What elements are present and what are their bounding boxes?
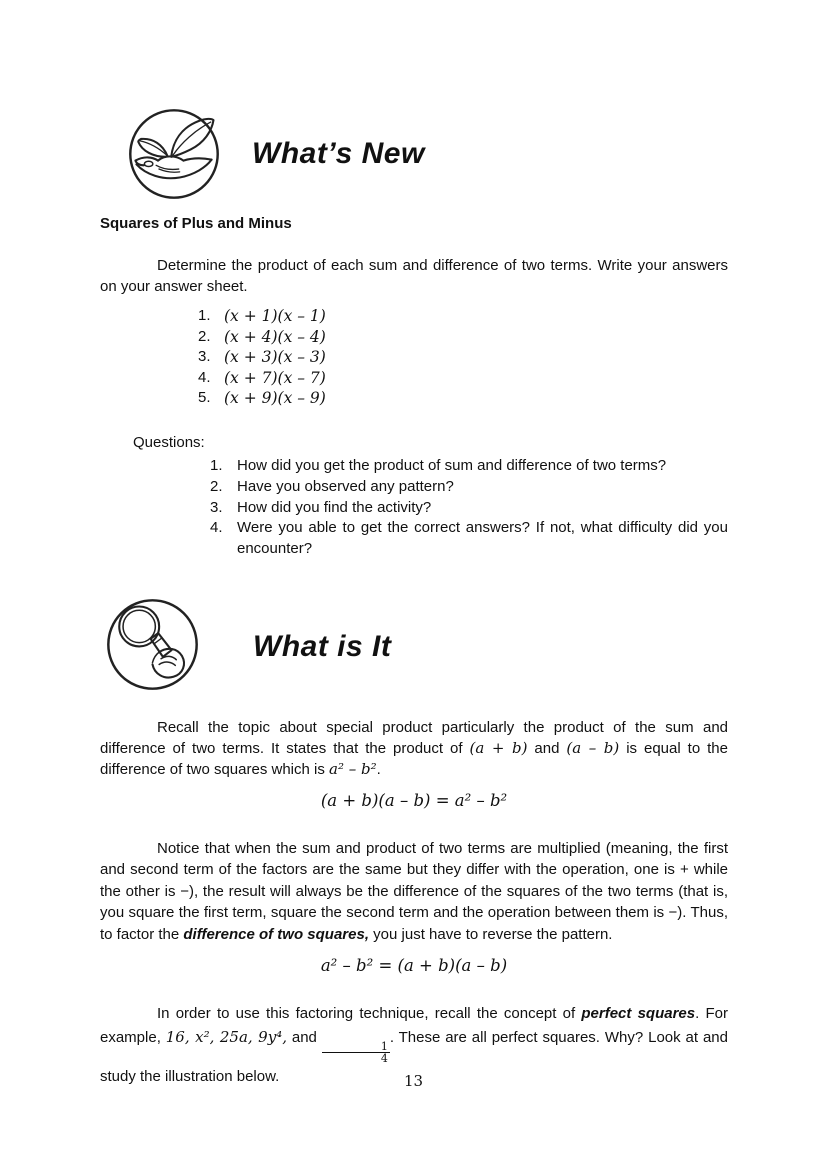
- list-item: [198, 327, 326, 348]
- inline-math: (a + b): [469, 739, 528, 757]
- list-item: [210, 456, 728, 477]
- text-run: Notice that when the sum and product of two terms are multiplied (meaning, the first and second term of the factors are the same but they differ with the operation, one is + while the other is −), the result will always be the difference of the squares of the two terms (that is, you square the first term, square the second term and the operation between them is −). Thus, to factor the: [100, 840, 728, 943]
- item-number: 5.: [198, 389, 211, 407]
- questions-label: Questions:: [133, 434, 205, 451]
- item-number: 3.: [198, 348, 211, 366]
- what-is-it-title: What is It: [253, 630, 392, 663]
- item-number: 1.: [198, 307, 211, 324]
- text-run: In order to use this factoring technique, recall the concept of: [157, 1005, 582, 1022]
- page-number: 13: [403, 1072, 424, 1090]
- item-number: 2.: [210, 477, 223, 495]
- item-number: 4.: [210, 519, 223, 537]
- text-run: . These are all perfect squares. Why? Look at and study the illustration below.: [100, 1028, 728, 1085]
- list-item: [198, 368, 326, 389]
- recall-paragraph: [100, 717, 728, 780]
- math-expression: (x + 1)(x – 1): [224, 307, 326, 325]
- intro-paragraph: Determine the product of each sum and difference of two terms. Write your answers on your answer sheet.: [100, 257, 728, 295]
- question-text: How did you find the activity?: [237, 498, 432, 516]
- whats-new-title: What’s New: [252, 137, 425, 170]
- hand-holding-seedling-icon: [127, 107, 221, 201]
- activity-heading: Squares of Plus and Minus: [100, 215, 292, 232]
- item-number: 4.: [198, 368, 211, 386]
- inline-math: a² – b²: [329, 760, 377, 778]
- math-expression: (x + 3)(x – 3): [224, 348, 326, 367]
- inline-math: 16, x², 25a, 9y⁴,: [165, 1027, 287, 1046]
- inline-math: (a – b): [566, 739, 620, 757]
- text-run: .: [376, 761, 381, 778]
- text-run: and: [527, 740, 567, 757]
- questions-list: [210, 456, 728, 560]
- text-run: is equal to the difference of two squares which is: [100, 740, 728, 778]
- fraction-numerator: 1: [322, 1041, 390, 1054]
- list-item: [198, 347, 326, 368]
- list-item: [210, 518, 728, 560]
- emphasized-term: difference of two squares,: [183, 925, 369, 943]
- list-item: [210, 477, 728, 498]
- products-list: [198, 306, 326, 409]
- question-text: Were you able to get the correct answers? If not, what difficulty did you encounter?: [237, 519, 728, 558]
- hand-holding-magnifier-icon: [105, 597, 200, 692]
- list-item: [198, 388, 326, 409]
- item-number: 2.: [198, 327, 211, 345]
- math-expression: (x + 4)(x – 4): [224, 327, 326, 346]
- notice-paragraph: [100, 838, 728, 945]
- text-run: and: [286, 1028, 322, 1046]
- formula-difference-of-squares: a² – b² = (a + b)(a – b): [320, 956, 508, 975]
- list-item: [210, 498, 728, 519]
- text-run: . For example,: [100, 1005, 729, 1046]
- fraction-one-fourth: [322, 1041, 390, 1065]
- math-expression: (x + 9)(x – 9): [224, 389, 326, 408]
- emphasized-term: perfect squares: [581, 1005, 696, 1022]
- formula-sum-difference-product: (a + b)(a – b) = a² – b²: [320, 791, 508, 810]
- text-run: you just have to reverse the pattern.: [369, 925, 613, 943]
- question-text: Have you observed any pattern?: [237, 477, 454, 495]
- list-item: [198, 306, 326, 327]
- question-text: How did you get the product of sum and difference of two terms?: [237, 457, 667, 474]
- math-expression: (x + 7)(x – 7): [224, 368, 326, 387]
- fraction-denominator: 4: [380, 1052, 388, 1066]
- item-number: 3.: [210, 498, 223, 516]
- text-run: Recall the topic about special product particularly the product of the sum and difference of two terms. It states that the product of: [100, 719, 728, 757]
- item-number: 1.: [210, 457, 223, 474]
